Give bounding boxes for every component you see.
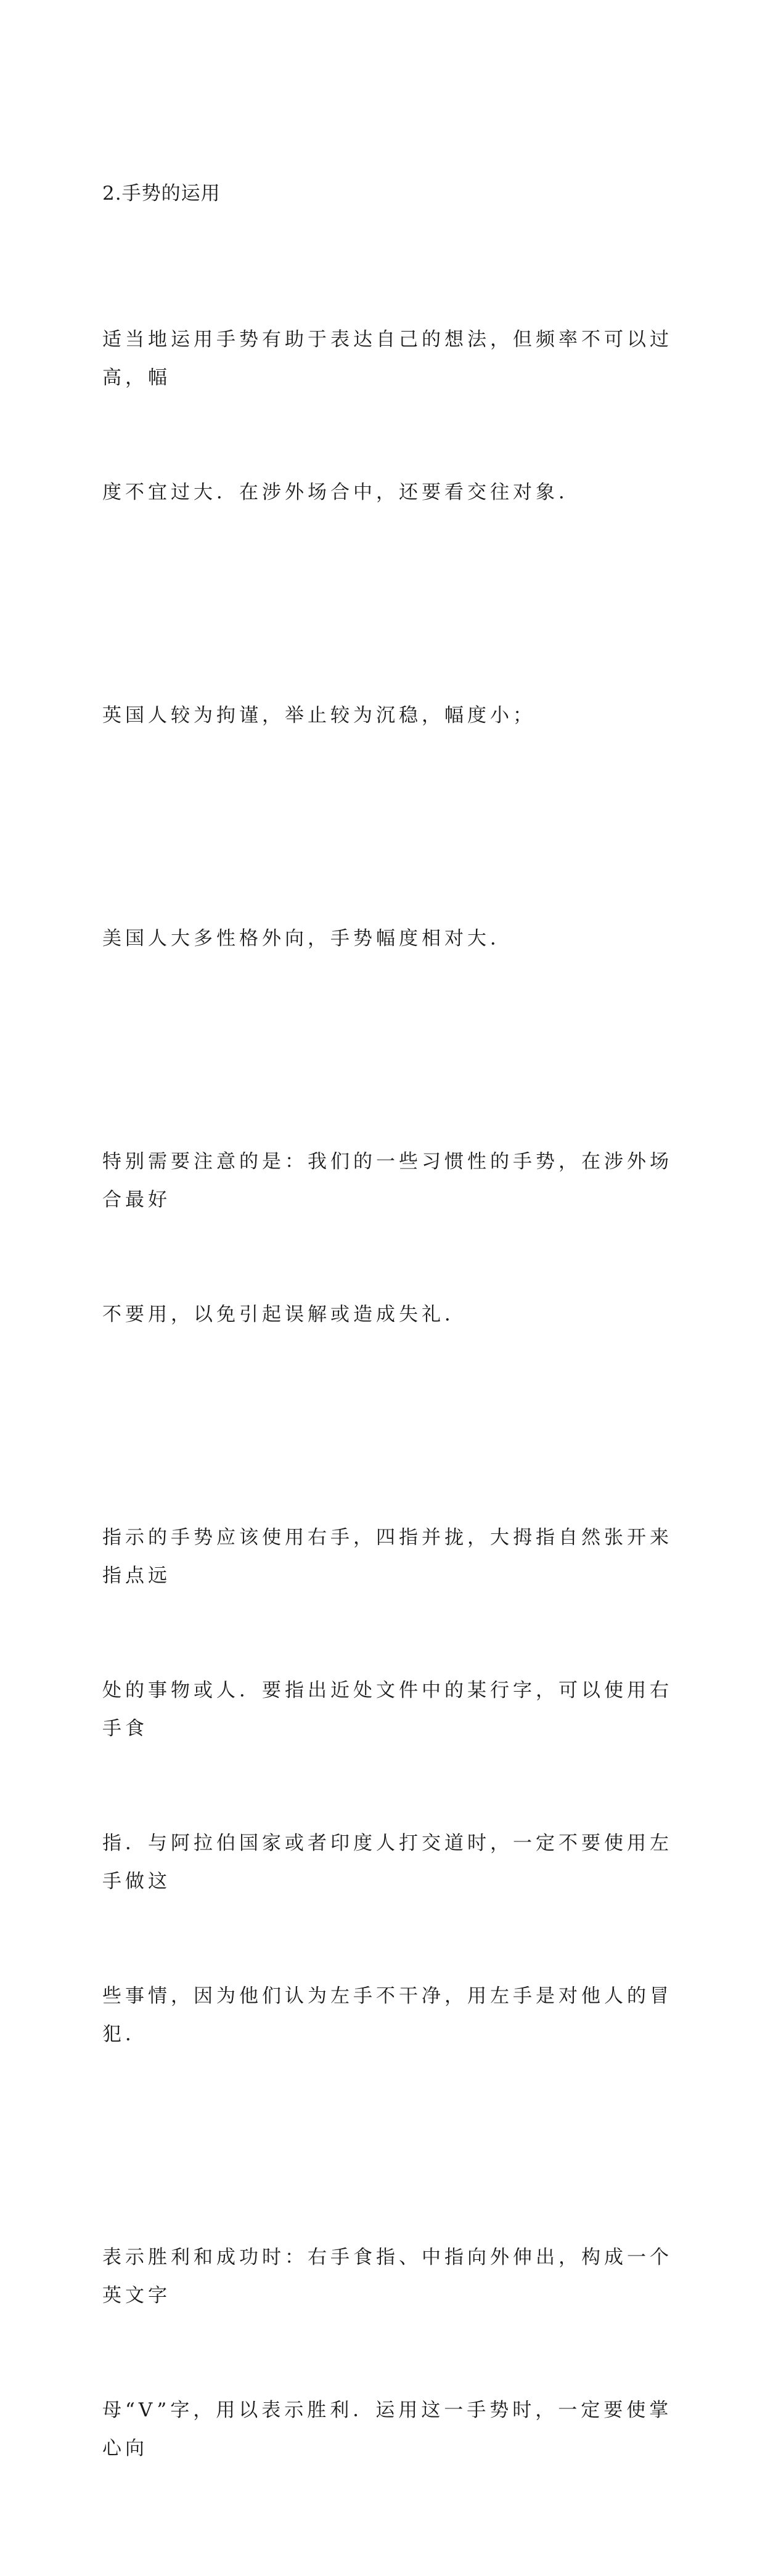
paragraph-line: 些事情，因为他们认为左手不干净，用左手是对他人的冒犯． [102, 1985, 673, 2045]
section-heading: 2.手势的运用 [102, 182, 221, 205]
paragraph-line: 特别需要注意的是：我们的一些习惯性的手势，在涉外场合最好 [102, 1151, 673, 1211]
paragraph-line: 英国人较为拘谨，举止较为沉稳，幅度小； [102, 704, 536, 727]
document-body [102, 176, 676, 2576]
paragraph-line: 指示的手势应该使用右手，四指并拢，大拇指自然张开来指点远 [102, 1526, 673, 1587]
paragraph-line: 度不宜过大．在涉外场合中，还要看交往对象． [102, 481, 581, 503]
paragraph-line: 处的事物或人．要指出近处文件中的某行字，可以使用右手食 [102, 1679, 673, 1740]
paragraph-american [102, 843, 676, 1034]
paragraph-line: 指．与阿拉伯国家或者印度人打交道时，一定不要使用左手做这 [102, 1832, 673, 1893]
paragraph-gesture-usage [102, 244, 676, 588]
paragraph-line: 不要用，以免引起误解或造成失礼． [102, 1303, 467, 1326]
paragraph-line: 适当地运用手势有助于表达自己的想法，但频率不可以过高，幅 [102, 328, 673, 389]
paragraph-victory [102, 2162, 676, 2544]
paragraph-caution [102, 1066, 676, 1410]
paragraph-pointing [102, 1442, 676, 2130]
paragraph-british [102, 620, 676, 811]
paragraph-line: 表示胜利和成功时：右手食指、中指向外伸出，构成一个英文字 [102, 2246, 673, 2307]
paragraph-line: 美国人大多性格外向，手势幅度相对大． [102, 927, 513, 950]
paragraph-line: 母“V”字，用以表示胜利．运用这一手势时，一定要使掌心向 [102, 2399, 673, 2460]
